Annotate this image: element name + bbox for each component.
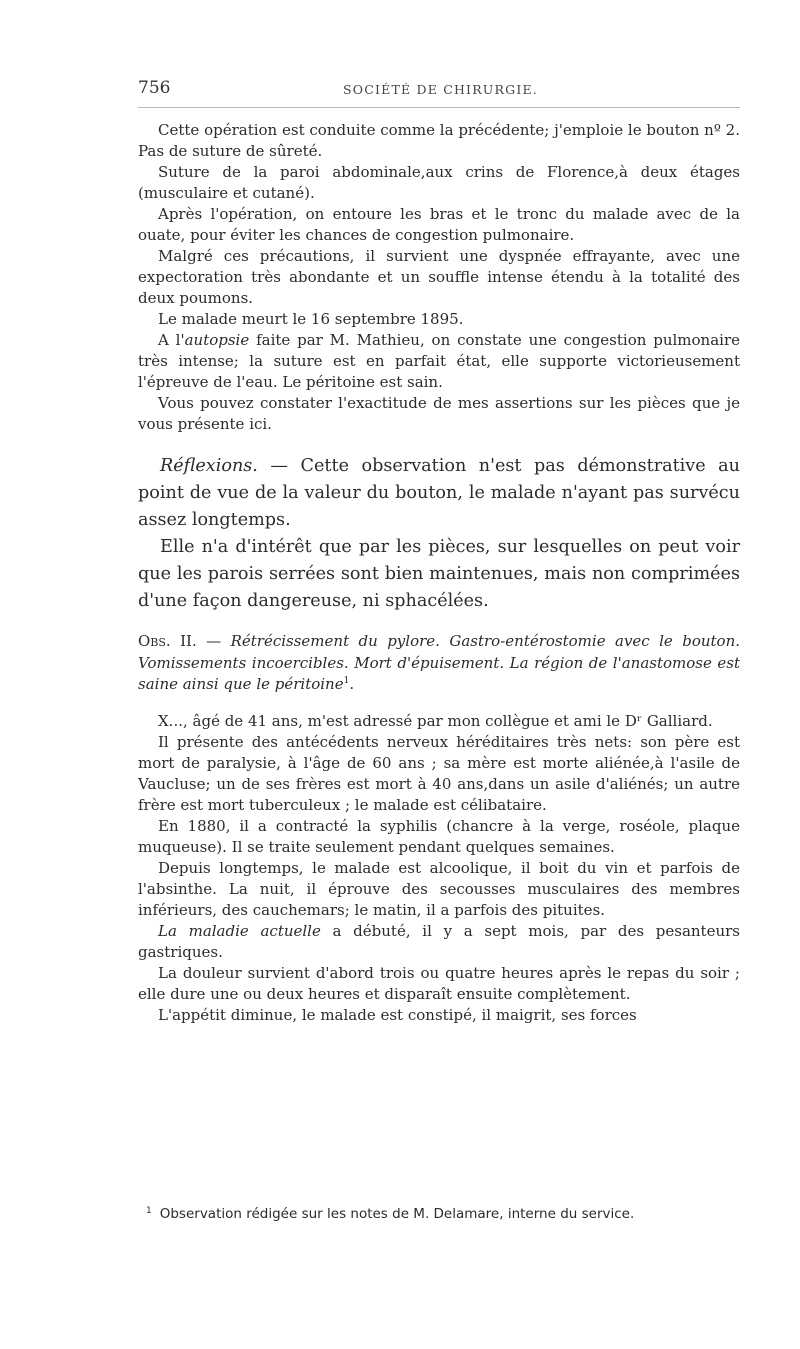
reflexions-second-paragraph: Elle n'a d'intérêt que par les pièces, sur lesquelles on peut voir que les parois serrées sont bien maintenues, mais non comprimées d'une façon dangereuse, ni sphacélées. <box>138 537 740 611</box>
paragraph-death: Le malade meurt le 16 septembre 1895. <box>158 310 464 328</box>
observation-heading: Obs. II. — Rétrécissement du pylore. Gastro-entérostomie avec le bouton. Vomissements incoercibles. Mort d'épuisement. La région de l'anastomose est saine ainsi que le péritoine$^1$. <box>138 632 740 693</box>
case-intro: X..., âgé de 41 ans, m'est adressé par mon collègue et ami le Dʳ Galliard. <box>158 711 713 730</box>
reflexions-paragraph: Réflexions. — Cette observation n'est pas démonstrative au point de vue de la valeur du bouton, le malade n'ayant pas survécu assez longtemps. <box>138 456 740 530</box>
paragraph-suture: Suture de la paroi abdominale,aux crins de Florence,à deux étages (musculaire et cutané). <box>138 163 740 202</box>
page-header <box>138 74 740 104</box>
case-pain: La douleur survient d'abord trois ou quatre heures après le repas du soir ; elle dure une ou deux heures et disparaît ensuite complètement. <box>138 963 740 1003</box>
paragraph-operation: Cette opération est conduite comme la précédente; j'emploie le bouton nº 2. Pas de suture de sûreté. <box>138 121 740 160</box>
footnote-text: Observation rédigée sur les notes de M. Delamare, interne du service. <box>159 1206 635 1222</box>
paragraph-dyspnea: Malgré ces précautions, il survient une dyspnée effrayante, avec une expectoration très abondante et un souffle intense étendu à la totalité des deux poumons. <box>138 247 740 307</box>
paragraph-specimens: Vous pouvez constater l'exactitude de mes assertions sur les pièces que je vous présente ici. <box>138 394 740 433</box>
observation-title: Rétrécissement du pylore <box>230 632 436 650</box>
footnote <box>146 1206 740 1222</box>
observation-label: Obs. II. <box>138 632 197 650</box>
case-alcoholism: Depuis longtemps, le malade est alcoolique, il boit du vin et parfois de l'absinthe. La nuit, il éprouve des secousses musculaires des membres inférieurs, des cauchemars; le matin, il a parfois des pituites. <box>138 858 740 919</box>
case-antecedents: Il présente des antécédents nerveux héréditaires très nets: son père est mort de paralysie, à l'âge de 60 ans ; sa mère est morte aliénée,à l'asile de Vaucluse; un de ses frères est mort à 40 ans,dans un asile d'aliénés; un autre frère est mort tuberculeux ; le malade est célibataire. <box>138 732 740 814</box>
page-number: 756 <box>138 78 171 98</box>
running-head: SOCIÉTÉ DE CHIRURGIE. <box>343 82 538 97</box>
footnote-reference: 1 <box>343 676 350 686</box>
paragraph-after-operation: Après l'opération, on entoure les bras et le tronc du malade avec de la ouate, pour éviter les chances de congestion pulmonaire. <box>138 205 740 244</box>
case-current-illness: La maladie actuelle a débuté, il y a sept mois, par des pesanteurs gastriques. <box>138 921 740 961</box>
page-body <box>138 120 740 1026</box>
paragraph-autopsy: A l'autopsie faite par M. Mathieu, on constate une congestion pulmonaire très intense; la suture est en parfait état, elle supporte victorieusement l'épreuve de l'eau. Le péritoine est sain. <box>138 331 740 391</box>
case-appetite: L'appétit diminue, le malade est constipé, il maigrit, ses forces <box>158 1005 637 1024</box>
case-syphilis: En 1880, il a contracté la syphilis (chancre à la verge, roséole, plaque muqueuse). Il se traite seulement pendant quelques semaines. <box>138 816 740 856</box>
header-rule <box>138 107 740 108</box>
footnote-mark: 1 <box>146 1206 152 1216</box>
reflexions-label: Réflexions. <box>160 456 258 476</box>
